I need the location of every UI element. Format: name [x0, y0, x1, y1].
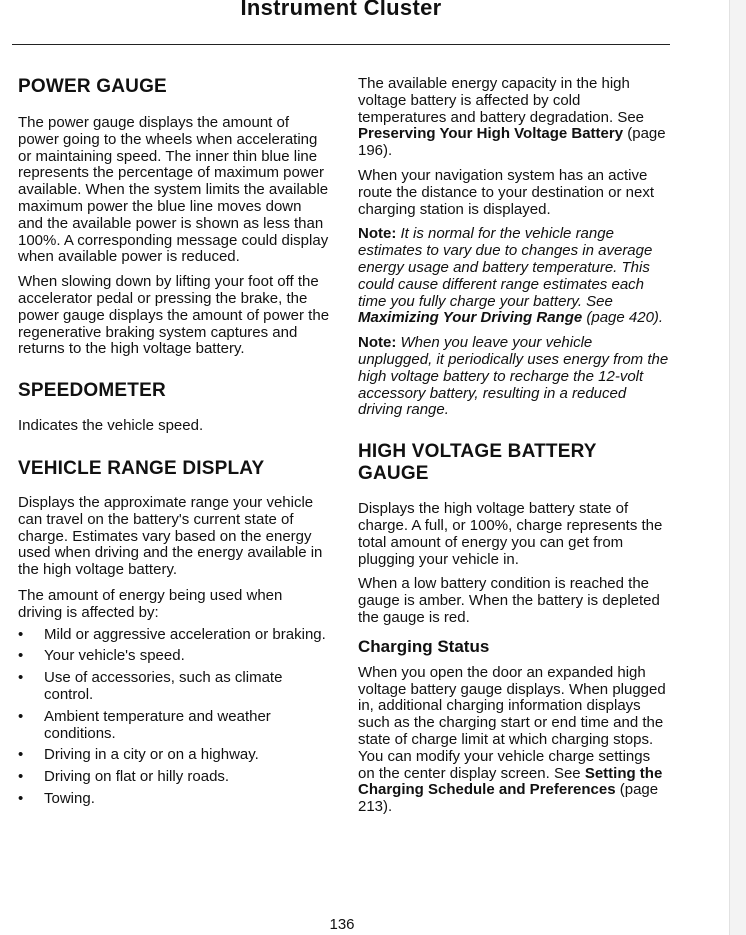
page-edge-strip [729, 0, 746, 935]
list-item-text: Mild or aggressive acceleration or braking. [44, 625, 326, 643]
energy-capacity-paragraph [358, 76, 670, 160]
hv-battery-paragraph-1: Displays the high voltage battery state of charge. A full, or 100%, charge represents the total amount of energy you can get from plugging your vehicle in. [358, 500, 663, 568]
bullet-marker: • [18, 746, 24, 764]
navigation-paragraph: When your navigation system has an active route the distance to your destination or next charging station is displayed. [358, 166, 655, 218]
link-preserving-battery[interactable]: Preserving Your High Voltage Battery [358, 125, 624, 143]
list-item [18, 648, 330, 665]
bullet-marker: • [18, 647, 24, 665]
page-reference: (page 196). [358, 125, 666, 160]
energy-factors-list [18, 627, 330, 808]
note-label: Note: [358, 225, 397, 243]
list-item [18, 747, 330, 764]
bullet-marker: • [18, 768, 24, 786]
link-maximizing-range[interactable]: Maximizing Your Driving Range [358, 309, 583, 327]
list-item-text: Towing. [44, 789, 95, 807]
speedometer-paragraph: Indicates the vehicle speed. [18, 417, 204, 435]
right-column [358, 76, 670, 816]
list-item-text: Your vehicle's speed. [44, 647, 185, 665]
energy-capacity-text: The available energy capacity in the high voltage battery is affected by cold temperatures and battery degradation. See [358, 75, 645, 126]
section-header-title: Instrument Cluster [240, 0, 442, 20]
bullet-marker: • [18, 789, 24, 807]
list-item [18, 670, 330, 704]
link-charging-schedule[interactable]: Setting the Charging Schedule and Preferences [358, 764, 663, 799]
power-gauge-paragraph-1: The power gauge displays the amount of power going to the wheels when accelerating or maintaining speed. The inner thin blue line represents the percentage of maximum power available. When the system limits the available maximum power the blue line moves down and the available power is shown as less than 100%. A corresponding message could display when available power is reduced. [18, 114, 329, 266]
vehicle-range-paragraph-1: Displays the approximate range your vehicle can travel on the battery's current state of charge. Estimates vary based on the energy used when driving and the energy available in the high voltage battery. [18, 493, 323, 579]
list-item [18, 627, 330, 644]
bullet-marker: • [18, 669, 24, 687]
vehicle-range-heading: VEHICLE RANGE DISPLAY [18, 457, 265, 479]
charging-status-text: When you open the door an expanded high voltage battery gauge displays. When plugged in, additional charging information displays such as the charging start or end time and the state of charge limit at which charging stops. You can modify your vehicle charge settings on the center display screen. See [358, 663, 666, 782]
page-number: 136 [329, 916, 355, 933]
page-reference: (page 420). [582, 309, 664, 327]
list-item-text: Driving in a city or on a highway. [44, 746, 259, 764]
vehicle-range-paragraph-2: The amount of energy being used when driving is affected by: [18, 586, 283, 621]
note-label: Note: [358, 334, 397, 352]
charging-status-paragraph [358, 665, 670, 816]
list-item-text: Ambient temperature and weather conditions. [44, 707, 271, 742]
hv-battery-paragraph-2: When a low battery condition is reached the gauge is amber. When the battery is depleted the gauge is red. [358, 575, 660, 626]
note-text: When you leave your vehicle unplugged, it periodically uses energy from the high voltage battery to recharge the 12-volt accessory battery, resulting in a reduced driving range. [358, 334, 669, 419]
speedometer-heading: SPEEDOMETER [18, 380, 166, 402]
list-item-text: Use of accessories, such as climate control. [44, 669, 283, 703]
list-item [18, 769, 330, 786]
power-gauge-paragraph-2: When slowing down by lifting your foot off the accelerator pedal or pressing the brake, the power gauge displays the amount of power the regenerative braking system captures and returns to the high voltage battery. [18, 273, 330, 358]
note-text: It is normal for the vehicle range estimates to vary due to changes in average energy usage and battery temperature. This could cause different range estimates each time you fully charge your battery. See [358, 225, 653, 310]
list-item [18, 791, 330, 808]
power-gauge-heading: POWER GAUGE [18, 76, 167, 97]
list-item-text: Driving on flat or hilly roads. [44, 768, 230, 786]
note-range-estimates [358, 226, 670, 327]
list-item [18, 709, 330, 743]
bullet-marker: • [18, 707, 24, 725]
hv-battery-gauge-heading: HIGH VOLTAGE BATTERY GAUGE [358, 441, 597, 485]
charging-status-heading: Charging Status [358, 636, 490, 656]
header-divider [12, 44, 670, 45]
bullet-marker: • [18, 625, 24, 643]
note-unplugged [358, 335, 670, 419]
page-reference: (page 213). [358, 781, 659, 816]
left-column [18, 76, 330, 813]
